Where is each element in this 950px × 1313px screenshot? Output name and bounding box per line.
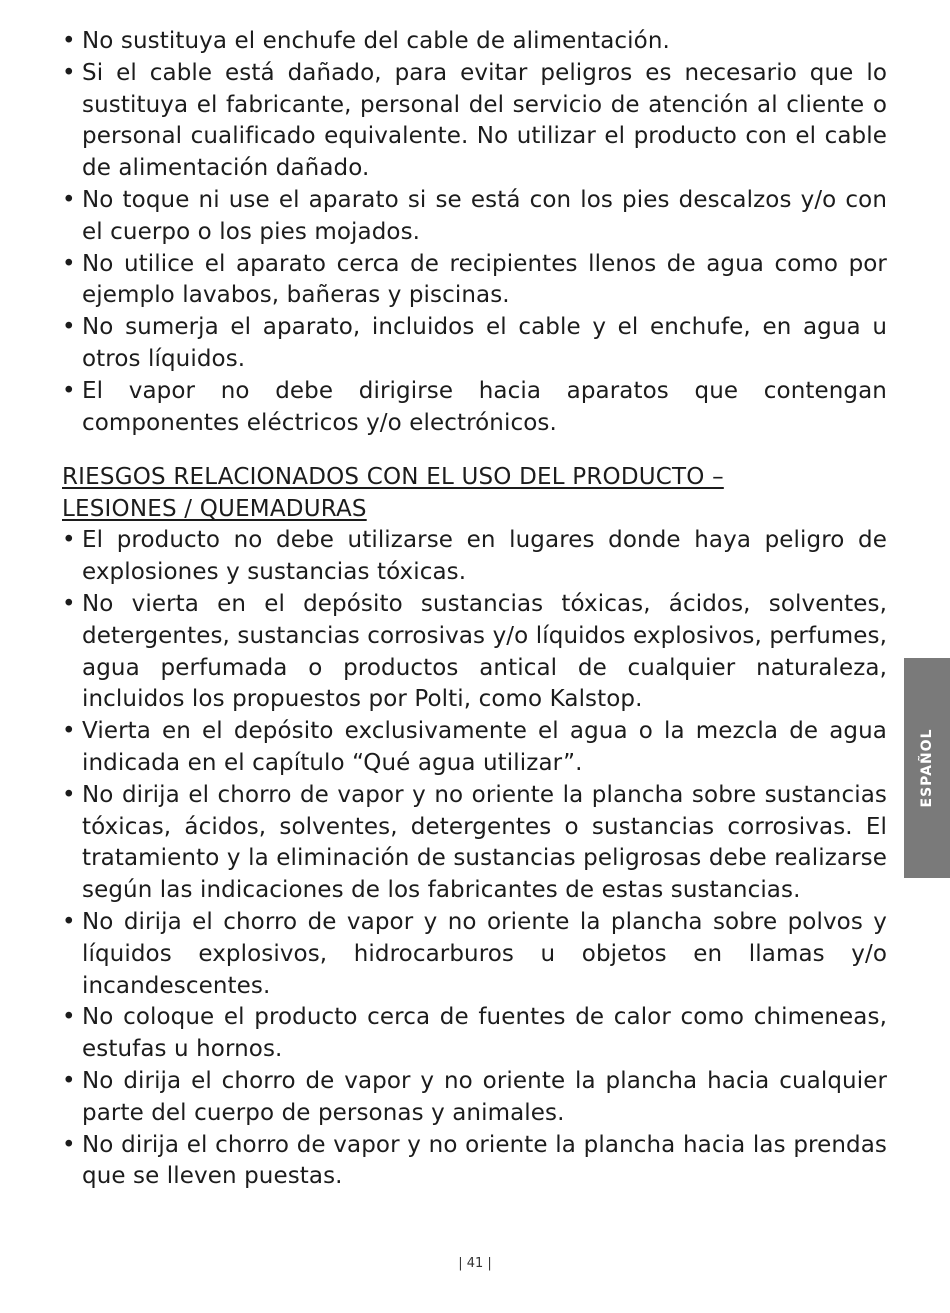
list-item: • No sustituya el enchufe del cable de alimentación. bbox=[62, 26, 887, 58]
list-item: • El vapor no debe dirigirse hacia aparatos que contengan componentes eléctricos y/o electrónicos. bbox=[62, 376, 887, 440]
list-item: • No dirija el chorro de vapor y no oriente la plancha hacia cualquier parte del cuerpo de personas y animales. bbox=[62, 1066, 887, 1130]
list-item: • El producto no debe utilizarse en lugares donde haya peligro de explosiones y sustancias tóxicas. bbox=[62, 525, 887, 589]
list-item: • No vierta en el depósito sustancias tóxicas, ácidos, solventes, detergentes, sustancias corrosivas y/o líquidos explosivos, perfumes, agua perfumada o productos antical de cualquier naturaleza, incluidos los propuestos por Polti, como Kalstop. bbox=[62, 589, 887, 716]
list-item: • No coloque el producto cerca de fuentes de calor como chimeneas, estufas u hornos. bbox=[62, 1002, 887, 1066]
section-heading bbox=[62, 461, 887, 525]
section-heading-line2: LESIONES / QUEMADURAS bbox=[62, 496, 367, 523]
list-item: • No utilice el aparato cerca de recipientes llenos de agua como por ejemplo lavabos, bañeras y piscinas. bbox=[62, 249, 887, 313]
language-tab-label: ESPAÑOL bbox=[919, 728, 935, 808]
list-item: • No dirija el chorro de vapor y no oriente la plancha hacia las prendas que se lleven puestas. bbox=[62, 1130, 887, 1194]
list-item: • Vierta en el depósito exclusivamente el agua o la mezcla de agua indicada en el capítulo “Qué agua utilizar”. bbox=[62, 716, 887, 780]
list-item: • Si el cable está dañado, para evitar peligros es necesario que lo sustituya el fabricante, personal del servicio de atención al cliente o personal cualificado equivalente. No utilizar el producto con el cable de alimentación dañado. bbox=[62, 58, 887, 185]
safety-list-injuries bbox=[62, 525, 887, 1193]
list-item: • No dirija el chorro de vapor y no oriente la plancha sobre sustancias tóxicas, ácidos, solventes, detergentes o sustancias corrosivas. El tratamiento y la eliminación de sustancias peligrosas debe realizarse según las indicaciones de los fabricantes de estas sustancias. bbox=[62, 780, 887, 907]
page-number: | 41 | bbox=[458, 1256, 492, 1271]
list-item: • No sumerja el aparato, incluidos el cable y el enchufe, en agua u otros líquidos. bbox=[62, 312, 887, 376]
list-item: • No dirija el chorro de vapor y no oriente la plancha sobre polvos y líquidos explosivos, hidrocarburos u objetos en llamas y/o incandescentes. bbox=[62, 907, 887, 1002]
language-tab bbox=[904, 658, 950, 878]
list-item: • No toque ni use el aparato si se está con los pies descalzos y/o con el cuerpo o los pies mojados. bbox=[62, 185, 887, 249]
safety-list-electrical bbox=[62, 26, 887, 439]
page-content bbox=[62, 26, 887, 1193]
section-heading-line1: RIESGOS RELACIONADOS CON EL USO DEL PRODUCTO – bbox=[62, 464, 724, 491]
